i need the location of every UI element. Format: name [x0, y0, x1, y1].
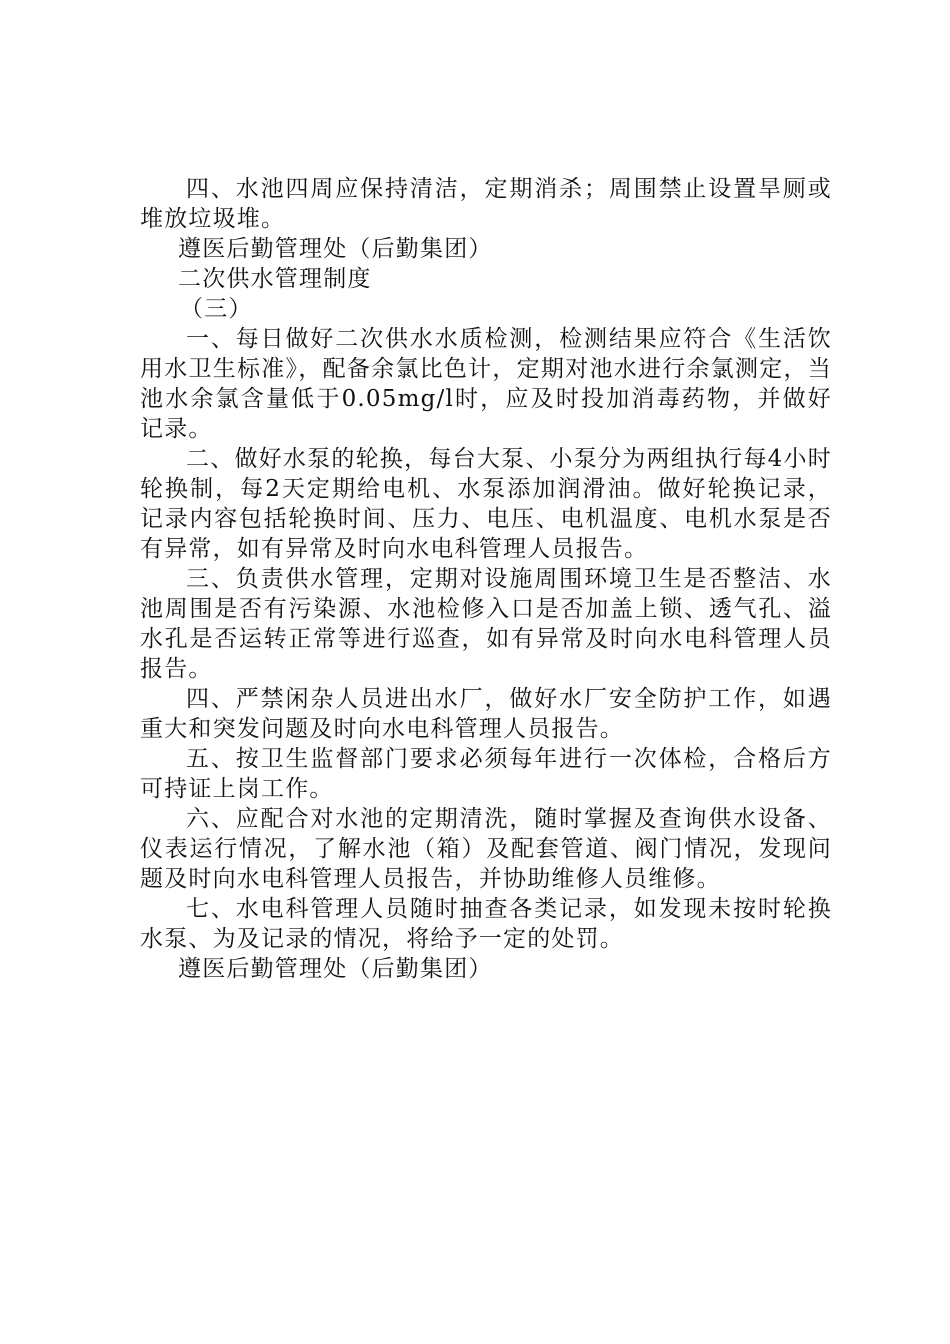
signature-line: 遵医后勤管理处（后勤集团） — [178, 236, 493, 262]
rule-item-5: 五、按卫生监督部门要求必须每年进行一次体检，合格后方可持证上岗工作。 — [140, 746, 832, 802]
rule-item-3: 三、负责供水管理，定期对设施周围环境卫生是否整洁、水池周围是否有污染源、水池检修入口是否加盖上锁、透气孔、溢水孔是否运转正常等进行巡查，如有异常及时向水电科管理人员报告。 — [140, 566, 832, 682]
paragraph-pool-cleaning: 四、水池四周应保持清洁，定期消杀；周围禁止设置旱厕或堆放垃圾堆。 — [140, 176, 832, 232]
document-title: 二次供水管理制度 — [178, 266, 372, 292]
rule-item-4: 四、严禁闲杂人员进出水厂，做好水厂安全防护工作，如遇重大和突发问题及时向水电科管理人员报告。 — [140, 686, 832, 742]
rule-item-6: 六、应配合对水池的定期清洗，随时掌握及查询供水设备、仪表运行情况，了解水池（箱）及配套管道、阀门情况，发现问题及时向水电科管理人员报告，并协助维修人员维修。 — [140, 806, 832, 892]
rule-item-2: 二、做好水泵的轮换，每台大泵、小泵分为两组执行每4小时轮换制，每2天定期给电机、水泵添加润滑油。做好轮换记录，记录内容包括轮换时间、压力、电压、电机温度、电机水泵是否有异常，如有异常及时向水电科管理人员报告。 — [140, 446, 832, 562]
rule-item-7: 七、水电科管理人员随时抽查各类记录，如发现未按时轮换水泵、为及记录的情况，将给予一定的处罚。 — [140, 896, 832, 952]
signature-line-final: 遵医后勤管理处（后勤集团） — [178, 956, 493, 982]
document-body — [140, 174, 832, 984]
rule-item-1: 一、每日做好二次供水水质检测，检测结果应符合《生活饮用水卫生标准》，配备余氯比色计，定期对池水进行余氯测定，当池水余氯含量低于0.05mg/l时，应及时投加消毒药物，并做好记录。 — [140, 326, 832, 442]
section-marker: （三） — [180, 296, 253, 322]
